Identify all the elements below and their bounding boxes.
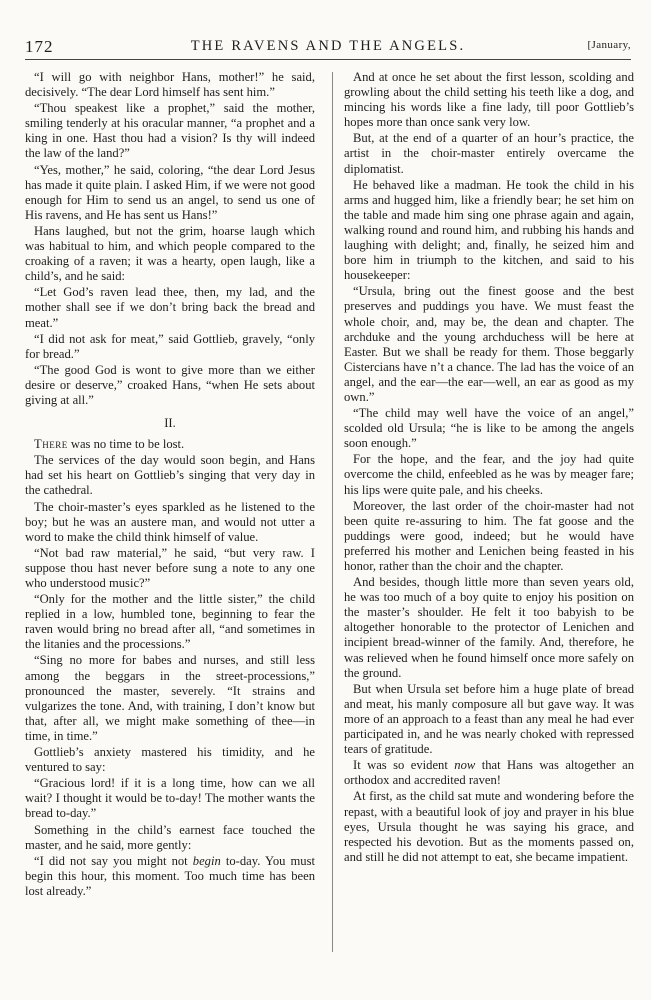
paragraph: He behaved like a madman. He took the child in his arms and hugged him, like a friendly bear; he set him on the table and made him sing one phrase again and again, walking round and round him, and rubbing his hands and laughing with delight; and, finally, he seized him and bore him in triumph to the kitchen, and said to his housekeeper: (344, 177, 634, 283)
column-divider (332, 72, 333, 952)
text-run: to-day. You must begin this hour, this moment. Too much time has been lost already.” (25, 853, 315, 898)
paragraph: “I will go with neighbor Hans, mother!” he said, decisively. “The dear Lord himself has sent him.” (25, 70, 315, 100)
paragraph: “The good God is wont to give more than we either desire or deserve,” croaked Hans, “when He sets about giving at all.” (25, 362, 315, 407)
text-run: It was so evident (353, 758, 455, 773)
paragraph: “Ursula, bring out the finest goose and the best preserves and puddings you have. We must feast the whole choir, and, may be, the dean and chapter. The archduke and the young archduchess will be here at Easter. But we shall be ready for them. Those beggarly Cistercians have n’t a chance. The lad has the voice of an angel, and the ear—the ear—well, an ear as good as my own.” (344, 284, 634, 404)
paragraph: At first, as the child sat mute and wondering before the repast, with a beautiful look of joy and prayer in his blue eyes, Ursula thought he was saying his grace, and respected his devotion. But as the moments passed on, and still he did not attempt to eat, she became impatient. (344, 789, 634, 864)
paragraph: The services of the day would soon begin, and Hans had set his heart on Gottlieb’s singing that very day in the cathedral. (25, 453, 315, 498)
running-title: THE RAVENS AND THE ANGELS. (190, 38, 466, 54)
paragraph (344, 758, 634, 788)
issue-month: [January, (587, 39, 631, 51)
paragraph: But, at the end of a quarter of an hour’s practice, the artist in the choir-master entirely overcame the diplomatist. (344, 131, 634, 176)
emphasis-now: now (454, 758, 476, 773)
paragraph: “Let God’s raven lead thee, then, my lad, and the mother shall see if we don’t bring back the bread and meat.” (25, 285, 315, 330)
paragraph: And at once he set about the first lesson, scolding and growling about the child setting his teeth like a dog, and mincing his words like a fine lady, till poor Gottlieb’s hopes more than once sank very low. (344, 70, 634, 130)
paragraph: “The child may well have the voice of an angel,” scolded old Ursula; “he is like to be among the angels soon enough.” (344, 406, 634, 451)
paragraph: “Only for the mother and the little sister,” the child replied in a low, humbled tone, beginning to fear the raven would bring no bread after all, “and sometimes in the litanies and the processions.” (25, 592, 315, 652)
paragraph: Gottlieb’s anxiety mastered his timidity, and he ventured to say: (25, 745, 315, 775)
paragraph: “Sing no more for babes and nurses, and still less among the beggars in the street-processions,” pronounced the master, severely. “It strains and vulgarizes the tone. And, with training, I don’t know but that, after all, we might make something of thee—in time, in time.” (25, 653, 315, 743)
paragraph: “I did not ask for meat,” said Gottlieb, gravely, “only for bread.” (25, 331, 315, 361)
paragraph: “Gracious lord! if it is a long time, how can we all wait? I thought it would be to-day! The mother wants the bread to-day.” (25, 776, 315, 821)
paragraph: “Thou speakest like a prophet,” said the mother, smiling tenderly at his oracular manner, “a prophet and a king in one. Hast thou had a vision? Is thy will indeed the law of the land?” (25, 101, 315, 161)
paragraph: Hans laughed, but not the grim, hoarse laugh which was habitual to him, and which people compared to the croaking of a raven; it was a hearty, open laugh, like a child’s, and he said: (25, 223, 315, 284)
section-number: II. (164, 416, 176, 431)
text-run: “I did not say you might not (34, 853, 193, 868)
paragraph: But when Ursula set before him a huge plate of bread and meat, his manly composure all but gave way. It was more of an approach to a feast than any meal he had ever participated in, and he was nearly choked with repressed tears of gratitude. (344, 681, 634, 757)
emphasis-begin: begin (192, 853, 221, 868)
paragraph: The choir-master’s eyes sparkled as he listened to the boy; but he was an austere man, and would not utter a word to make the child think himself of value. (25, 499, 315, 544)
paragraph (25, 854, 315, 899)
paragraph: “Not bad raw material,” he said, “but very raw. I suppose thou hast never before sung a note to any one who understood music?” (25, 545, 315, 590)
running-header (25, 35, 631, 60)
paragraph: Something in the child’s earnest face touched the master, and he said, more gently: (25, 822, 315, 852)
page-number: 172 (25, 37, 54, 56)
section-opening-paragraph (25, 437, 315, 452)
text-run: that Hans was altogether an orthodox and accredited raven! (344, 758, 634, 788)
paragraph: “Yes, mother,” he said, coloring, “the dear Lord Jesus has made it quite plain. I asked Him, if we were not good enough for Him to send us an angel, to send us one of His ravens, and He has sent us Hans!” (25, 162, 315, 222)
left-column (25, 70, 315, 975)
paragraph: For the hope, and the fear, and the joy had quite overcome the child, enfeebled as he was by meager fare; his lips were quite pale, and his cheeks. (344, 452, 634, 497)
lead-word: There (34, 437, 68, 452)
paragraph: Moreover, the last order of the choir-master had not been quite re-assuring to him. The fat goose and the puddings were good, indeed; but he would have preferred his mother and Lenichen being feasted in his honor, rather than the choir and the chapter. (344, 498, 634, 573)
lead-rest: was no time to be lost. (67, 437, 185, 452)
right-column (344, 70, 634, 975)
paragraph: And besides, though little more than seven years old, he was too much of a boy quite to enjoy his position on the master’s shoulder. He felt it too babyish to be altogether honorable to the protector of Lenichen and incipient bread-winner of the family. And, therefore, he was relieved when he found himself once more safely on the ground. (344, 575, 634, 680)
